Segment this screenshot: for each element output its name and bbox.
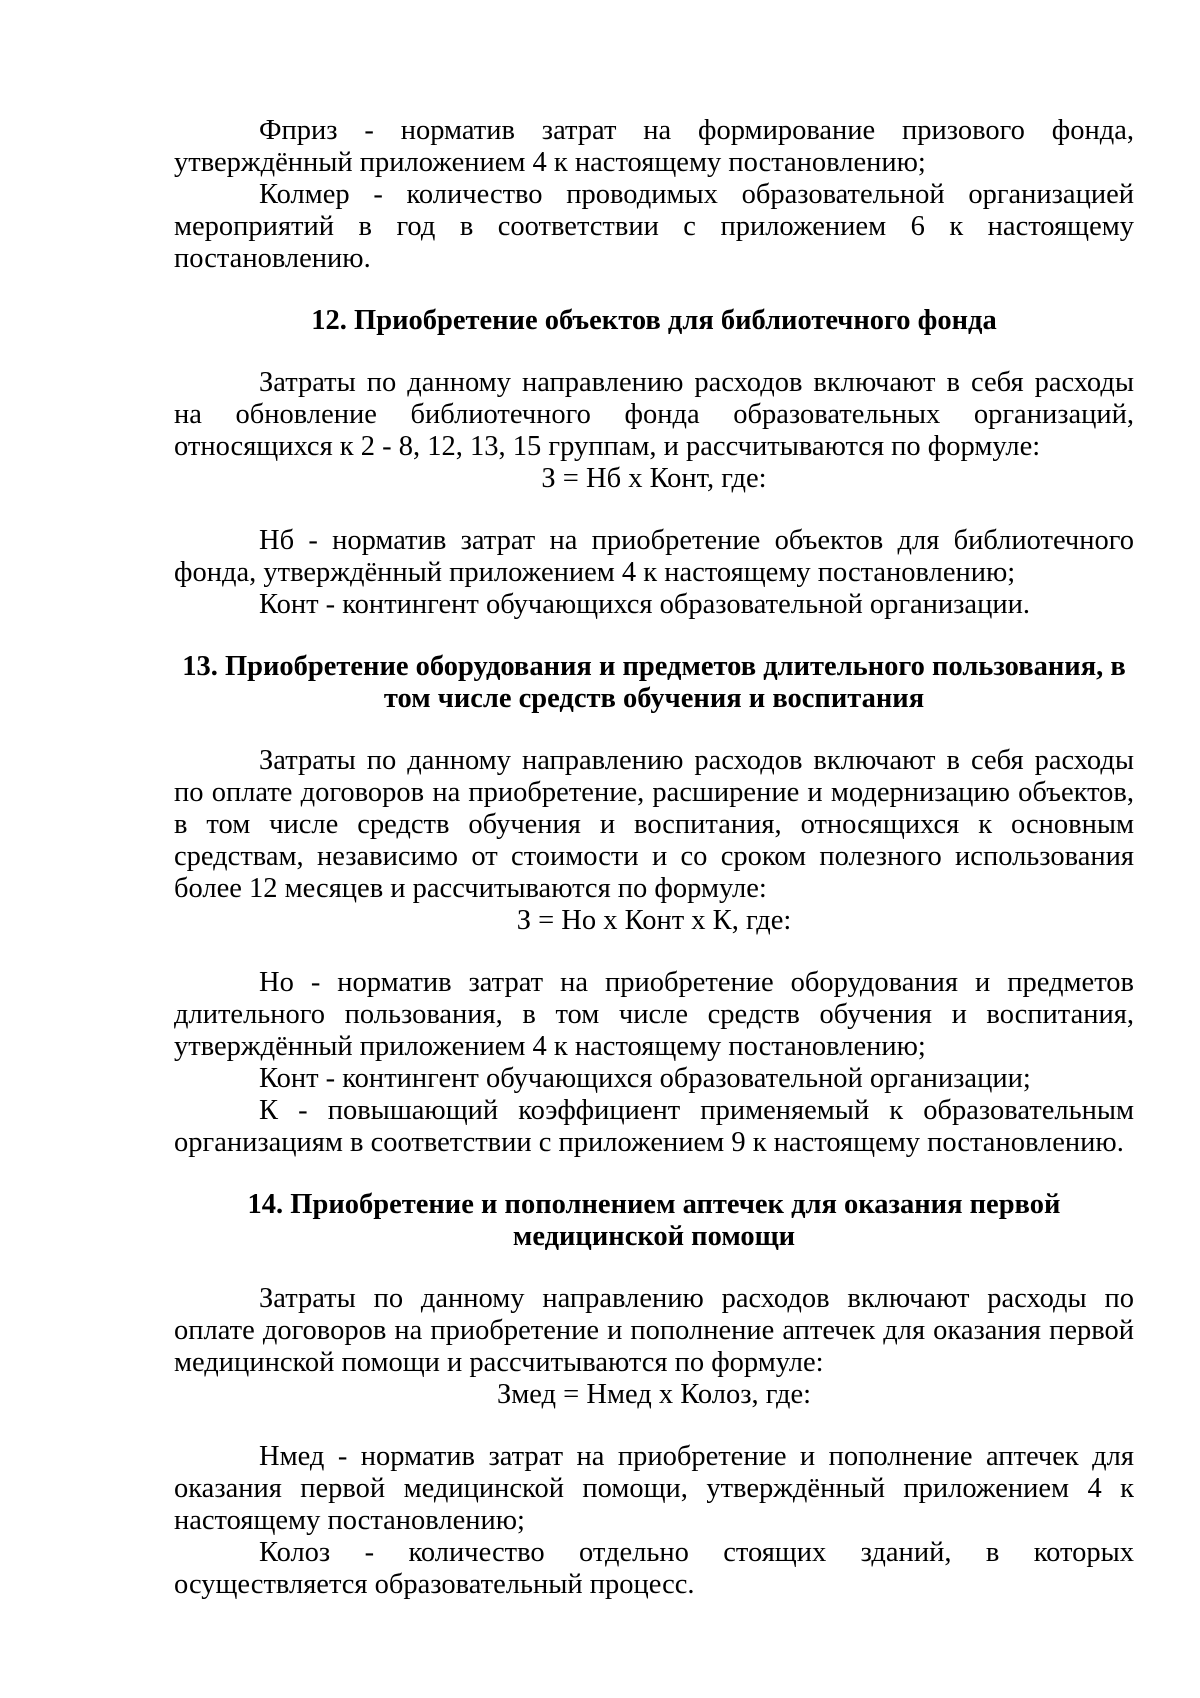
definition-k: К - повышающий коэффициент применяемый к образовательным организациям в соответствии с приложением 9 к настоящему постановлению. [174,1095,1134,1158]
definition-kont: Конт - контингент обучающихся образовательной организации. [259,589,1030,620]
definition-koloz: Колоз - количество отдельно стоящих зданий, в которых осуществляется образовательный процесс. [174,1537,1134,1600]
section-14-heading [174,1189,1134,1253]
section-13-formula: З = Но х Конт х К, где: [516,905,792,936]
definition-no: Но - норматив затрат на приобретение оборудования и предметов длительного пользования, в том числе средств обучения и воспитания, утверждённый приложением 4 к настоящему постановлению; [174,967,1134,1062]
section-14-intro: Затраты по данному направлению расходов включают расходы по оплате договоров на приобретение и пополнение аптечек для оказания первой медицинской помощи и рассчитываются по формуле: [174,1283,1134,1378]
section-13-heading [174,651,1134,715]
section-14-formula: Змед = Нмед х Колоз, где: [496,1379,812,1410]
section-14-heading-line1: 14. Приобретение и пополнением аптечек для оказания первой [247,1189,1061,1220]
definition-nb: Нб - норматив затрат на приобретение объектов для библиотечного фонда, утверждённый приложением 4 к настоящему постановлению; [174,525,1134,588]
definition-fpriz: Фприз - норматив затрат на формирование призового фонда, утверждённый приложением 4 к настоящему постановлению; [174,115,1134,178]
document-body [174,115,1134,1601]
section-13-heading-line2: том числе средств обучения и воспитания [383,683,925,714]
definition-kont-2: Конт - контингент обучающихся образовательной организации; [259,1063,1031,1094]
section-14-heading-line2: медицинской помощи [512,1221,796,1252]
definition-nmed: Нмед - норматив затрат на приобретение и пополнение аптечек для оказания первой медицинской помощи, утверждённый приложением 4 к настоящему постановлению; [174,1441,1134,1536]
section-12-formula: З = Нб х Конт, где: [541,463,767,494]
section-12-heading: 12. Приобретение объектов для библиотечного фонда [311,305,997,336]
definition-kolmer: Колмер - количество проводимых образовательной организацией мероприятий в год в соответствии с приложением 6 к настоящему постановлению. [174,179,1134,274]
section-13-heading-line1: 13. Приобретение оборудования и предметов длительного пользования, в [182,651,1126,682]
section-12-intro: Затраты по данному направлению расходов включают в себя расходы на обновление библиотечного фонда образовательных организаций, относящихся к 2 - 8, 12, 13, 15 группам, и рассчитываются по формуле: [174,367,1134,462]
section-13-intro: Затраты по данному направлению расходов включают в себя расходы по оплате договоров на приобретение, расширение и модернизацию объектов, в том числе средств обучения и воспитания, относящихся к основным средствам, независимо от стоимости и со сроком полезного использования более 12 месяцев и рассчитываются по формуле: [174,745,1134,904]
